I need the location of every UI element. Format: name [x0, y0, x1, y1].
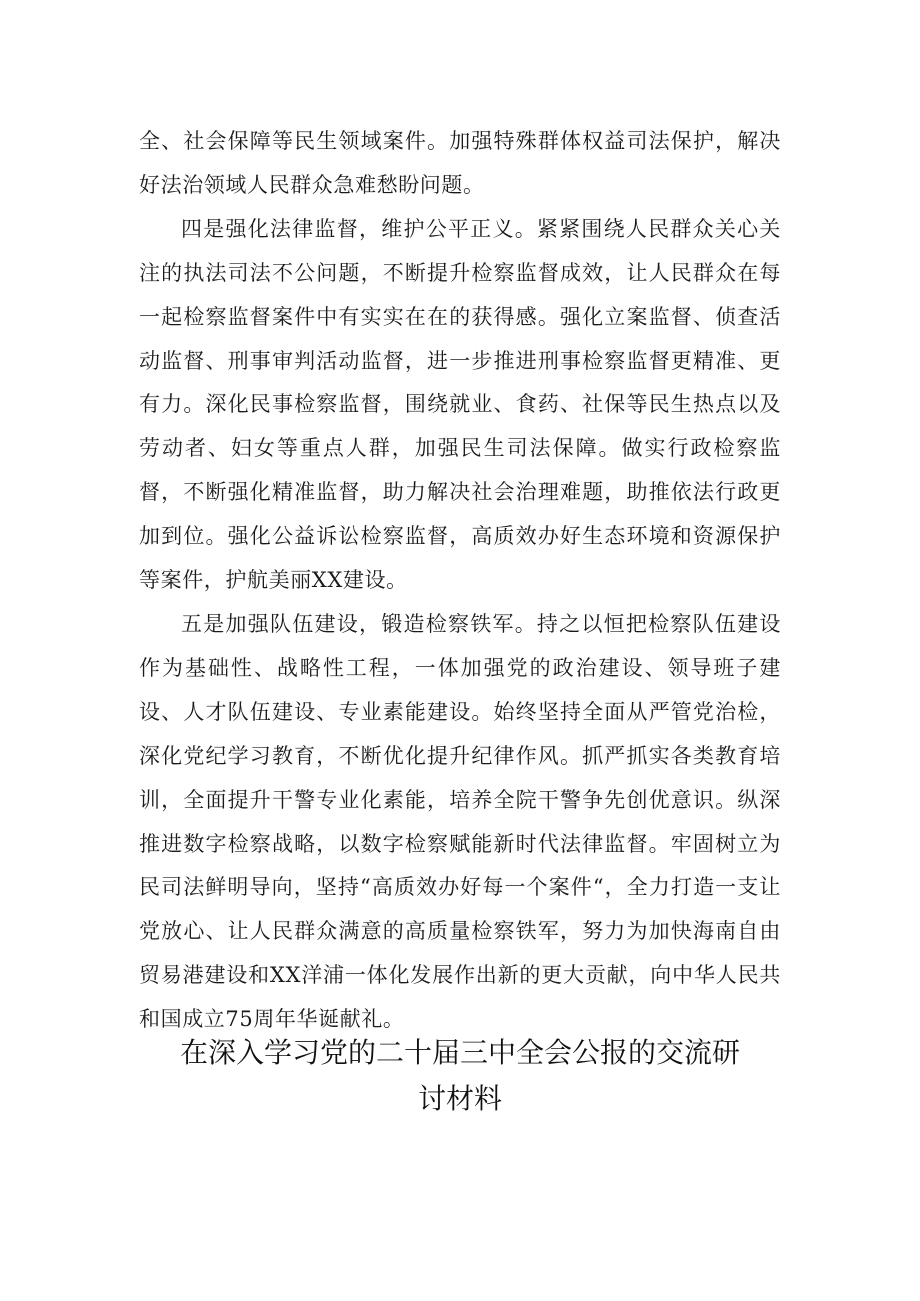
body-text	[139, 120, 781, 1042]
title-line-1: 在深入学习党的二十届三中全会公报的交流研	[179, 1036, 740, 1069]
paragraph-2: 四是强化法律监督，维护公平正义。紧紧围绕人民群众关心关注的执法司法不公问题，不断提升检察监督成效，让人民群众在每一起检察监督案件中有实实在在的获得感。强化立案监督、侦查活动监督、刑事审判活动监督，进一步推进刑事检察监督更精准、更有力。深化民事检察监督，围绕就业、食药、社保等民生热点以及劳动者、妇女等重点人群，加强民生司法保障。做实行政检察监督，不断强化精准监督，助力解决社会治理难题，助推依法行政更加到位。强化公益诉讼检察监督，高质效办好生态环境和资源保护等案件，护航美丽XX建设。	[139, 216, 781, 593]
paragraph-3: 五是加强队伍建设，锻造检察铁军。持之以恒把检察队伍建设作为基础性、战略性工程，一体加强党的政治建设、领导班子建设、人才队伍建设、专业素能建设。始终坚持全面从严管党治检，深化党纪学习教育，不断优化提升纪律作风。抓严抓实各类教育培训，全面提升干警专业化素能，培养全院干警争先创优意识。纵深推进数字检察战略，以数字检察赋能新时代法律监督。牢固树立为民司法鲜明导向，坚持“高质效办好每一个案件“，全力打造一支让党放心、让人民群众满意的高质量检察铁军，努力为加快海南自由贸易港建设和XX洋浦一体化发展作出新的更大贡献，向中华人民共和国成立75周年华诞献礼。	[139, 611, 781, 1032]
section-title	[139, 1030, 781, 1122]
paragraph-1: 全、社会保障等民生领域案件。加强特殊群体权益司法保护，解决好法治领域人民群众急难愁盼问题。	[139, 129, 781, 197]
title-line-2: 讨材料	[417, 1082, 502, 1115]
